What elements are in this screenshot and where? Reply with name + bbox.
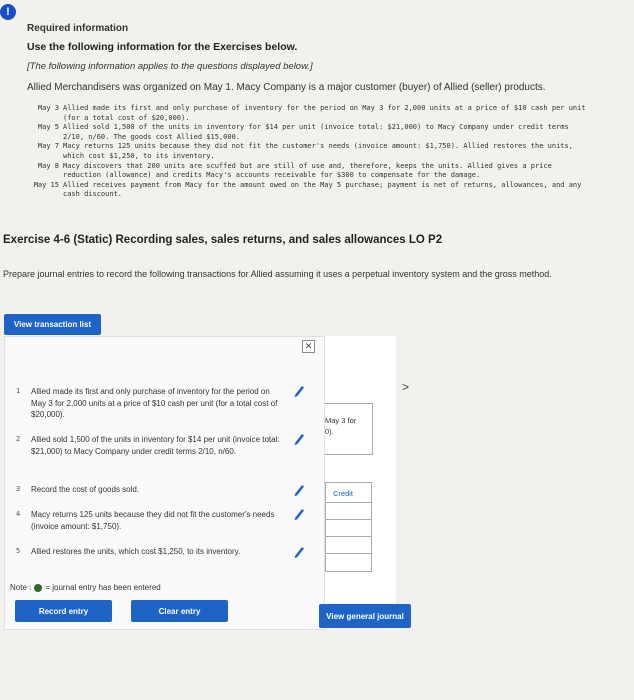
transaction-number: 4 — [16, 510, 21, 518]
event-text: Macy returns 125 units because they did not fit the customer's needs (invoice amount: $1,750). Allied restores the units, which cost $1,250, to its inventory. — [63, 142, 573, 160]
pencil-icon[interactable] — [292, 507, 306, 521]
pencil-icon[interactable] — [292, 483, 306, 497]
event-date: May 8 — [37, 161, 59, 170]
event-date: May 7 — [37, 142, 59, 151]
event-row — [28, 181, 588, 200]
transaction-number: 2 — [16, 435, 21, 443]
chevron-right-icon[interactable]: > — [402, 380, 410, 394]
event-text: Allied receives payment from Macy for the amount owed on the May 5 purchase; payment is net of returns, allowances, and any cash discount. — [63, 180, 582, 199]
transaction-text: Allied made its first and only purchase of inventory for the period on May 3 for 2,000 units at a price of $10 cash per unit (for a total cost of $20,000). — [31, 387, 278, 419]
entered-status-dot-icon — [34, 584, 42, 592]
transaction-number: 1 — [16, 387, 21, 395]
pencil-icon[interactable] — [292, 545, 306, 559]
close-icon[interactable]: ✕ — [302, 340, 315, 353]
event-row — [28, 142, 588, 161]
transaction-item[interactable] — [16, 484, 281, 496]
legend-note-label: Note : — [10, 583, 32, 592]
required-info-title: Required information — [27, 23, 129, 34]
transaction-text: Record the cost of goods sold. — [31, 485, 140, 494]
transaction-text: Allied restores the units, which cost $1,250, to its inventory. — [31, 547, 241, 556]
event-date: May 5 — [37, 123, 59, 132]
transaction-item[interactable] — [16, 509, 281, 532]
event-text: Allied sold 1,500 of the units in inventory for $14 per unit (invoice total: $21,000) to Macy Company under credit terms 2/10, n/60. The goods cost Allied $15,000. — [63, 123, 569, 141]
event-row — [28, 123, 588, 142]
pencil-icon[interactable] — [292, 432, 306, 446]
alert-icon: ! — [0, 4, 16, 20]
exercise-prompt: Prepare journal entries to record the following transactions for Allied assuming it uses a perpetual inventory system and the gross method. — [3, 269, 552, 279]
transaction-text: Allied sold 1,500 of the units in inventory for $14 per unit (invoice total: $21,000) to Macy Company under credit terms 2/10, n/60. — [31, 435, 280, 456]
credit-input-cell[interactable] — [325, 553, 372, 572]
journal-description-fragment: 0). — [325, 427, 334, 436]
record-entry-button[interactable]: Record entry — [15, 600, 112, 622]
transaction-item[interactable] — [16, 434, 281, 457]
event-row — [28, 162, 588, 181]
legend-note — [10, 583, 161, 592]
exercise-title: Exercise 4-6 (Static) Recording sales, sales returns, and sales allowances LO P2 — [3, 234, 443, 246]
view-transaction-list-button[interactable]: View transaction list — [4, 314, 101, 335]
transaction-item[interactable] — [16, 546, 281, 558]
event-text: Allied made its first and only purchase of inventory for the period on May 3 for 2,000 units at a price of $10 cash per unit (for a total cost of $20,000). — [63, 104, 586, 122]
instructions-heading: Use the following information for the Exercises below. — [27, 41, 298, 53]
transaction-number: 3 — [16, 485, 21, 493]
event-date: May 15 — [33, 180, 59, 189]
event-date: May 3 — [37, 104, 59, 112]
event-text: Macy discovers that 200 units are scuffed but are still of use and, therefore, keeps the units. Allied gives a price reduction (allowance) and credits Macy's accounts receivable for $300 to compensate for the damage. — [63, 161, 552, 180]
legend-note-text: = journal entry has been entered — [45, 583, 161, 592]
transaction-text: Macy returns 125 units because they did not fit the customer's needs (invoice amount: $1,750). — [31, 510, 275, 531]
event-list — [28, 104, 588, 200]
company-intro: Allied Merchandisers was organized on May 1. Macy Company is a major customer (buyer) of Allied (seller) products. — [27, 82, 546, 93]
transaction-item[interactable] — [16, 386, 281, 421]
journal-description-fragment: May 3 for — [325, 416, 357, 425]
event-row — [28, 104, 588, 123]
transaction-number: 5 — [16, 547, 21, 555]
instructions-note: [The following information applies to the questions displayed below.] — [27, 61, 313, 72]
view-general-journal-button[interactable]: View general journal — [319, 604, 411, 628]
pencil-icon[interactable] — [292, 384, 306, 398]
credit-column-header: Credit — [333, 489, 354, 498]
clear-entry-button[interactable]: Clear entry — [131, 600, 228, 622]
